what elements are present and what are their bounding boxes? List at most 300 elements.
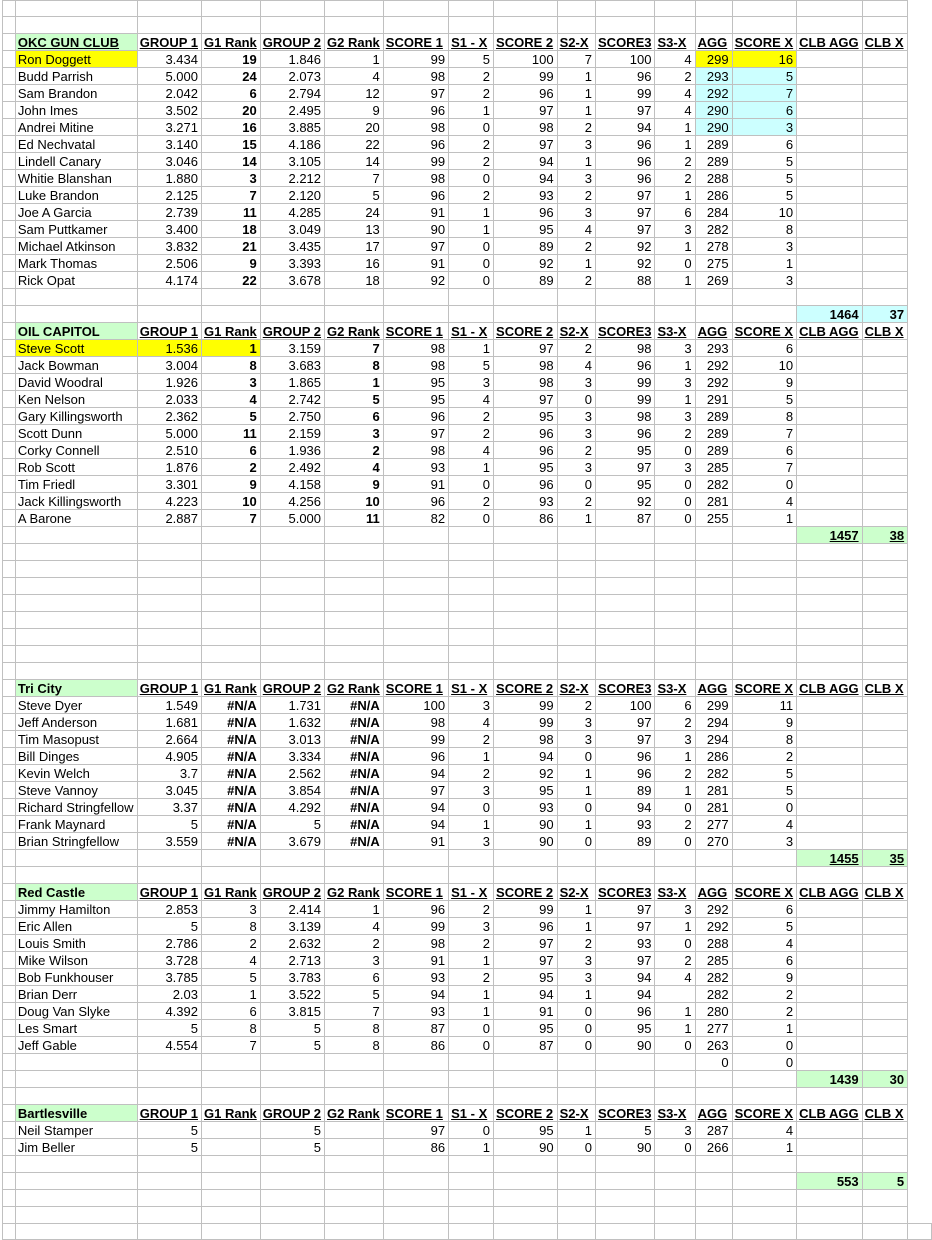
- score-cell[interactable]: 18: [325, 272, 384, 289]
- empty-cell[interactable]: [655, 629, 695, 646]
- score-cell[interactable]: 5: [325, 391, 384, 408]
- empty-cell[interactable]: [3, 187, 16, 204]
- player-name-cell[interactable]: David Woodral: [15, 374, 137, 391]
- score-cell[interactable]: 2: [557, 935, 595, 952]
- score-cell[interactable]: 3.105: [260, 153, 324, 170]
- score-cell[interactable]: #N/A: [202, 833, 261, 850]
- empty-cell[interactable]: [449, 1, 494, 17]
- clb-x-cell[interactable]: [862, 731, 908, 748]
- empty-cell[interactable]: [260, 1173, 324, 1190]
- empty-cell[interactable]: [383, 1071, 448, 1088]
- empty-cell[interactable]: [325, 1088, 384, 1105]
- clb-x-cell[interactable]: [862, 935, 908, 952]
- score-cell[interactable]: 24: [325, 204, 384, 221]
- clb-agg-cell[interactable]: [797, 391, 862, 408]
- column-header-cell[interactable]: GROUP 2: [260, 680, 324, 697]
- score-cell[interactable]: 21: [202, 238, 261, 255]
- empty-cell[interactable]: [655, 1, 695, 17]
- score-cell[interactable]: 2.742: [260, 391, 324, 408]
- score-cell[interactable]: 90: [494, 816, 558, 833]
- score-cell[interactable]: 0: [655, 510, 695, 527]
- empty-cell[interactable]: [383, 1224, 448, 1240]
- score-cell[interactable]: 24: [202, 68, 261, 85]
- score-cell[interactable]: 0: [557, 1003, 595, 1020]
- score-cell[interactable]: 3.502: [137, 102, 201, 119]
- empty-cell[interactable]: [260, 595, 324, 612]
- empty-cell[interactable]: [732, 306, 797, 323]
- empty-cell[interactable]: [383, 544, 448, 561]
- score-cell[interactable]: 7: [202, 1037, 261, 1054]
- score-cell[interactable]: 98: [596, 408, 655, 425]
- empty-cell[interactable]: [862, 646, 908, 663]
- score-cell[interactable]: 3.678: [260, 272, 324, 289]
- empty-cell[interactable]: [202, 306, 261, 323]
- column-header-cell[interactable]: G2 Rank: [325, 34, 384, 51]
- empty-cell[interactable]: [596, 306, 655, 323]
- score-cell[interactable]: 0: [655, 1139, 695, 1156]
- clb-x-cell[interactable]: [862, 187, 908, 204]
- score-cell[interactable]: 4: [732, 1122, 797, 1139]
- empty-cell[interactable]: [862, 1156, 908, 1173]
- score-cell[interactable]: 1: [557, 68, 595, 85]
- clb-agg-cell[interactable]: [797, 731, 862, 748]
- column-header-cell[interactable]: SCORE 2: [494, 34, 558, 51]
- score-cell[interactable]: 270: [695, 833, 732, 850]
- empty-cell[interactable]: [15, 544, 137, 561]
- column-header-cell[interactable]: SCORE3: [596, 323, 655, 340]
- score-cell[interactable]: 2: [557, 119, 595, 136]
- empty-cell[interactable]: [3, 136, 16, 153]
- score-cell[interactable]: 6: [202, 442, 261, 459]
- score-cell[interactable]: 2: [449, 765, 494, 782]
- score-cell[interactable]: 1: [655, 1003, 695, 1020]
- score-cell[interactable]: 93: [383, 459, 448, 476]
- score-cell[interactable]: 89: [494, 272, 558, 289]
- empty-cell[interactable]: [862, 17, 908, 34]
- empty-cell[interactable]: [325, 867, 384, 884]
- score-cell[interactable]: 3: [732, 119, 797, 136]
- score-cell[interactable]: 2.739: [137, 204, 201, 221]
- score-cell[interactable]: 255: [695, 510, 732, 527]
- score-cell[interactable]: #N/A: [202, 714, 261, 731]
- score-cell[interactable]: 96: [383, 901, 448, 918]
- score-cell[interactable]: 7: [202, 187, 261, 204]
- empty-cell[interactable]: [596, 1224, 655, 1240]
- score-cell[interactable]: 98: [494, 119, 558, 136]
- empty-cell[interactable]: [449, 1224, 494, 1240]
- empty-cell[interactable]: [862, 629, 908, 646]
- empty-cell[interactable]: [695, 1173, 732, 1190]
- empty-cell[interactable]: [797, 1, 862, 17]
- empty-cell[interactable]: [557, 527, 595, 544]
- score-cell[interactable]: 97: [596, 901, 655, 918]
- score-cell[interactable]: 292: [695, 357, 732, 374]
- empty-cell[interactable]: [732, 1190, 797, 1207]
- column-header-cell[interactable]: S3-X: [655, 884, 695, 901]
- player-name-cell[interactable]: Lindell Canary: [15, 153, 137, 170]
- score-cell[interactable]: [449, 1054, 494, 1071]
- clb-x-cell[interactable]: [862, 408, 908, 425]
- score-cell[interactable]: 3.159: [260, 340, 324, 357]
- clb-x-cell[interactable]: [862, 493, 908, 510]
- score-cell[interactable]: 3.393: [260, 255, 324, 272]
- score-cell[interactable]: 97: [596, 918, 655, 935]
- score-cell[interactable]: 98: [383, 357, 448, 374]
- score-cell[interactable]: 3: [449, 697, 494, 714]
- score-cell[interactable]: 96: [494, 425, 558, 442]
- column-header-cell[interactable]: CLB X: [862, 34, 908, 51]
- empty-cell[interactable]: [137, 1156, 201, 1173]
- score-cell[interactable]: #N/A: [202, 748, 261, 765]
- score-cell[interactable]: 4.223: [137, 493, 201, 510]
- empty-cell[interactable]: [3, 357, 16, 374]
- empty-cell[interactable]: [732, 1207, 797, 1224]
- clb-agg-cell[interactable]: [797, 204, 862, 221]
- empty-cell[interactable]: [325, 1224, 384, 1240]
- score-cell[interactable]: 91: [383, 476, 448, 493]
- score-cell[interactable]: 5: [732, 765, 797, 782]
- empty-cell[interactable]: [494, 1224, 558, 1240]
- score-cell[interactable]: 3.301: [137, 476, 201, 493]
- empty-cell[interactable]: [260, 646, 324, 663]
- empty-cell[interactable]: [137, 1, 201, 17]
- player-name-cell[interactable]: John Imes: [15, 102, 137, 119]
- empty-cell[interactable]: [260, 527, 324, 544]
- empty-cell[interactable]: [596, 663, 655, 680]
- score-cell[interactable]: 96: [596, 136, 655, 153]
- score-cell[interactable]: [557, 1054, 595, 1071]
- empty-cell[interactable]: [449, 527, 494, 544]
- score-cell[interactable]: 5: [732, 170, 797, 187]
- score-cell[interactable]: 0: [449, 119, 494, 136]
- score-cell[interactable]: 3.434: [137, 51, 201, 68]
- empty-cell[interactable]: [202, 646, 261, 663]
- score-cell[interactable]: 82: [383, 510, 448, 527]
- clb-x-cell[interactable]: [862, 136, 908, 153]
- clb-agg-cell[interactable]: [797, 459, 862, 476]
- score-cell[interactable]: 5: [732, 391, 797, 408]
- column-header-cell[interactable]: S3-X: [655, 34, 695, 51]
- score-cell[interactable]: 99: [383, 918, 448, 935]
- empty-cell[interactable]: [797, 629, 862, 646]
- score-cell[interactable]: 99: [494, 901, 558, 918]
- empty-cell[interactable]: [862, 595, 908, 612]
- player-name-cell[interactable]: Jim Beller: [15, 1139, 137, 1156]
- empty-cell[interactable]: [695, 544, 732, 561]
- empty-cell[interactable]: [325, 612, 384, 629]
- club-agg-total-cell[interactable]: 1439: [797, 1071, 862, 1088]
- score-cell[interactable]: 98: [383, 68, 448, 85]
- empty-cell[interactable]: [557, 1207, 595, 1224]
- score-cell[interactable]: 0: [557, 1020, 595, 1037]
- score-cell[interactable]: 7: [325, 1003, 384, 1020]
- empty-cell[interactable]: [325, 1207, 384, 1224]
- score-cell[interactable]: 96: [596, 170, 655, 187]
- empty-cell[interactable]: [732, 1173, 797, 1190]
- score-cell[interactable]: 3.140: [137, 136, 201, 153]
- score-cell[interactable]: 1: [655, 357, 695, 374]
- score-cell[interactable]: 3.728: [137, 952, 201, 969]
- score-cell[interactable]: 0: [655, 255, 695, 272]
- score-cell[interactable]: 100: [494, 51, 558, 68]
- score-cell[interactable]: 299: [695, 51, 732, 68]
- column-header-cell[interactable]: GROUP 2: [260, 1105, 324, 1122]
- empty-cell[interactable]: [202, 289, 261, 306]
- score-cell[interactable]: 1: [655, 918, 695, 935]
- score-cell[interactable]: 1: [557, 765, 595, 782]
- score-cell[interactable]: 1: [202, 986, 261, 1003]
- column-header-cell[interactable]: G2 Rank: [325, 1105, 384, 1122]
- score-cell[interactable]: 3: [557, 952, 595, 969]
- score-cell[interactable]: 9: [202, 476, 261, 493]
- empty-cell[interactable]: [695, 527, 732, 544]
- score-cell[interactable]: 2: [325, 935, 384, 952]
- score-cell[interactable]: 96: [383, 748, 448, 765]
- empty-cell[interactable]: [383, 867, 448, 884]
- empty-cell[interactable]: [596, 544, 655, 561]
- empty-cell[interactable]: [655, 561, 695, 578]
- score-cell[interactable]: 3: [655, 221, 695, 238]
- score-cell[interactable]: 289: [695, 442, 732, 459]
- player-name-cell[interactable]: A Barone: [15, 510, 137, 527]
- score-cell[interactable]: #N/A: [325, 714, 384, 731]
- empty-cell[interactable]: [3, 1088, 16, 1105]
- score-cell[interactable]: 292: [695, 374, 732, 391]
- score-cell[interactable]: [260, 1054, 324, 1071]
- empty-cell[interactable]: [596, 1156, 655, 1173]
- clb-agg-cell[interactable]: [797, 476, 862, 493]
- score-cell[interactable]: 3: [655, 408, 695, 425]
- score-cell[interactable]: 2.750: [260, 408, 324, 425]
- score-cell[interactable]: 2: [655, 153, 695, 170]
- clb-x-cell[interactable]: [862, 170, 908, 187]
- score-cell[interactable]: 8: [202, 1020, 261, 1037]
- score-cell[interactable]: 2: [449, 425, 494, 442]
- empty-cell[interactable]: [383, 1190, 448, 1207]
- score-cell[interactable]: 282: [695, 765, 732, 782]
- score-cell[interactable]: 0: [655, 935, 695, 952]
- score-cell[interactable]: 5: [325, 187, 384, 204]
- column-header-cell[interactable]: SCORE3: [596, 34, 655, 51]
- score-cell[interactable]: 3: [449, 782, 494, 799]
- empty-cell[interactable]: [557, 595, 595, 612]
- empty-cell[interactable]: [202, 663, 261, 680]
- score-cell[interactable]: 94: [494, 748, 558, 765]
- column-header-cell[interactable]: AGG: [695, 323, 732, 340]
- empty-cell[interactable]: [596, 595, 655, 612]
- empty-cell[interactable]: [449, 663, 494, 680]
- score-cell[interactable]: 1.681: [137, 714, 201, 731]
- empty-cell[interactable]: [3, 153, 16, 170]
- column-header-cell[interactable]: CLB AGG: [797, 34, 862, 51]
- score-cell[interactable]: 87: [596, 510, 655, 527]
- empty-cell[interactable]: [695, 1207, 732, 1224]
- score-cell[interactable]: 1: [557, 153, 595, 170]
- player-name-cell[interactable]: Mike Wilson: [15, 952, 137, 969]
- empty-cell[interactable]: [732, 527, 797, 544]
- empty-cell[interactable]: [3, 1224, 16, 1240]
- score-cell[interactable]: 3: [202, 170, 261, 187]
- clb-x-cell[interactable]: [862, 1037, 908, 1054]
- empty-cell[interactable]: [494, 561, 558, 578]
- score-cell[interactable]: 0: [557, 833, 595, 850]
- score-cell[interactable]: 2: [449, 408, 494, 425]
- player-name-cell[interactable]: Jack Bowman: [15, 357, 137, 374]
- empty-cell[interactable]: [557, 1224, 595, 1240]
- player-name-cell[interactable]: Doug Van Slyke: [15, 1003, 137, 1020]
- score-cell[interactable]: 96: [383, 408, 448, 425]
- score-cell[interactable]: 293: [695, 68, 732, 85]
- score-cell[interactable]: #N/A: [325, 816, 384, 833]
- clb-x-cell[interactable]: [862, 1003, 908, 1020]
- player-name-cell[interactable]: Frank Maynard: [15, 816, 137, 833]
- score-cell[interactable]: 3.783: [260, 969, 324, 986]
- empty-cell[interactable]: [797, 1207, 862, 1224]
- player-name-cell[interactable]: Richard Stringfellow: [15, 799, 137, 816]
- score-cell[interactable]: 4.554: [137, 1037, 201, 1054]
- empty-cell[interactable]: [260, 663, 324, 680]
- column-header-cell[interactable]: SCORE X: [732, 34, 797, 51]
- empty-cell[interactable]: [449, 306, 494, 323]
- score-cell[interactable]: 91: [383, 255, 448, 272]
- score-cell[interactable]: 3: [655, 1122, 695, 1139]
- score-cell[interactable]: 4: [732, 816, 797, 833]
- player-name-cell[interactable]: Jeff Anderson: [15, 714, 137, 731]
- clb-agg-cell[interactable]: [797, 1054, 862, 1071]
- empty-cell[interactable]: [383, 527, 448, 544]
- clb-agg-cell[interactable]: [797, 714, 862, 731]
- empty-cell[interactable]: [3, 561, 16, 578]
- score-cell[interactable]: 88: [596, 272, 655, 289]
- score-cell[interactable]: 2.632: [260, 935, 324, 952]
- empty-cell[interactable]: [260, 1190, 324, 1207]
- score-cell[interactable]: 4.292: [260, 799, 324, 816]
- score-cell[interactable]: 2: [449, 85, 494, 102]
- empty-cell[interactable]: [494, 1173, 558, 1190]
- player-name-cell[interactable]: Scott Dunn: [15, 425, 137, 442]
- score-cell[interactable]: 3: [557, 374, 595, 391]
- score-cell[interactable]: [202, 1122, 261, 1139]
- score-cell[interactable]: 269: [695, 272, 732, 289]
- score-cell[interactable]: 90: [596, 1139, 655, 1156]
- empty-cell[interactable]: [494, 612, 558, 629]
- column-header-cell[interactable]: SCORE3: [596, 1105, 655, 1122]
- score-cell[interactable]: 2.120: [260, 187, 324, 204]
- empty-cell[interactable]: [137, 1224, 201, 1240]
- empty-cell[interactable]: [557, 629, 595, 646]
- score-cell[interactable]: 3: [202, 374, 261, 391]
- score-cell[interactable]: 97: [596, 714, 655, 731]
- score-cell[interactable]: 5: [137, 1139, 201, 1156]
- empty-cell[interactable]: [3, 1105, 16, 1122]
- empty-cell[interactable]: [383, 663, 448, 680]
- empty-cell[interactable]: [383, 646, 448, 663]
- column-header-cell[interactable]: SCORE 2: [494, 680, 558, 697]
- empty-cell[interactable]: [260, 289, 324, 306]
- column-header-cell[interactable]: SCORE 1: [383, 323, 448, 340]
- score-cell[interactable]: 1: [655, 136, 695, 153]
- score-cell[interactable]: 3.832: [137, 238, 201, 255]
- score-cell[interactable]: 1: [202, 340, 261, 357]
- clb-x-cell[interactable]: [862, 969, 908, 986]
- empty-cell[interactable]: [797, 1088, 862, 1105]
- empty-cell[interactable]: [797, 289, 862, 306]
- empty-cell[interactable]: [3, 918, 16, 935]
- score-cell[interactable]: 3.435: [260, 238, 324, 255]
- clb-agg-cell[interactable]: [797, 102, 862, 119]
- empty-cell[interactable]: [695, 1088, 732, 1105]
- empty-cell[interactable]: [15, 1088, 137, 1105]
- empty-cell[interactable]: [260, 850, 324, 867]
- column-header-cell[interactable]: GROUP 2: [260, 884, 324, 901]
- score-cell[interactable]: 97: [494, 340, 558, 357]
- empty-cell[interactable]: [449, 578, 494, 595]
- empty-cell[interactable]: [797, 1190, 862, 1207]
- empty-cell[interactable]: [494, 1190, 558, 1207]
- score-cell[interactable]: 95: [596, 1020, 655, 1037]
- column-header-cell[interactable]: GROUP 2: [260, 34, 324, 51]
- score-cell[interactable]: 93: [494, 493, 558, 510]
- empty-cell[interactable]: [732, 289, 797, 306]
- score-cell[interactable]: 6: [325, 969, 384, 986]
- empty-cell[interactable]: [3, 34, 16, 51]
- score-cell[interactable]: 277: [695, 1020, 732, 1037]
- empty-cell[interactable]: [325, 578, 384, 595]
- score-cell[interactable]: 89: [596, 782, 655, 799]
- empty-cell[interactable]: [3, 102, 16, 119]
- score-cell[interactable]: 4.392: [137, 1003, 201, 1020]
- score-cell[interactable]: 2.042: [137, 85, 201, 102]
- score-cell[interactable]: 3.045: [137, 782, 201, 799]
- score-cell[interactable]: 3: [655, 731, 695, 748]
- empty-cell[interactable]: [494, 1207, 558, 1224]
- empty-cell[interactable]: [3, 1037, 16, 1054]
- clb-agg-cell[interactable]: [797, 1139, 862, 1156]
- score-cell[interactable]: 99: [383, 51, 448, 68]
- column-header-cell[interactable]: S2-X: [557, 1105, 595, 1122]
- score-cell[interactable]: 97: [494, 391, 558, 408]
- score-cell[interactable]: 5: [732, 68, 797, 85]
- empty-cell[interactable]: [3, 765, 16, 782]
- score-cell[interactable]: 3.7: [137, 765, 201, 782]
- score-cell[interactable]: 281: [695, 493, 732, 510]
- empty-cell[interactable]: [3, 459, 16, 476]
- clb-agg-cell[interactable]: [797, 51, 862, 68]
- score-cell[interactable]: 3: [557, 136, 595, 153]
- empty-cell[interactable]: [695, 663, 732, 680]
- empty-cell[interactable]: [137, 544, 201, 561]
- empty-cell[interactable]: [557, 17, 595, 34]
- score-cell[interactable]: #N/A: [325, 731, 384, 748]
- score-cell[interactable]: 2: [449, 136, 494, 153]
- clb-x-cell[interactable]: [862, 255, 908, 272]
- empty-cell[interactable]: [3, 646, 16, 663]
- clb-x-cell[interactable]: [862, 340, 908, 357]
- empty-cell[interactable]: [3, 748, 16, 765]
- column-header-cell[interactable]: SCORE3: [596, 884, 655, 901]
- empty-cell[interactable]: [695, 1071, 732, 1088]
- score-cell[interactable]: 1: [732, 255, 797, 272]
- empty-cell[interactable]: [15, 595, 137, 612]
- score-cell[interactable]: 1: [655, 1020, 695, 1037]
- score-cell[interactable]: 299: [695, 697, 732, 714]
- score-cell[interactable]: 94: [596, 799, 655, 816]
- score-cell[interactable]: 93: [494, 187, 558, 204]
- empty-cell[interactable]: [732, 646, 797, 663]
- empty-cell[interactable]: [732, 17, 797, 34]
- score-cell[interactable]: 1: [449, 204, 494, 221]
- score-cell[interactable]: 100: [596, 51, 655, 68]
